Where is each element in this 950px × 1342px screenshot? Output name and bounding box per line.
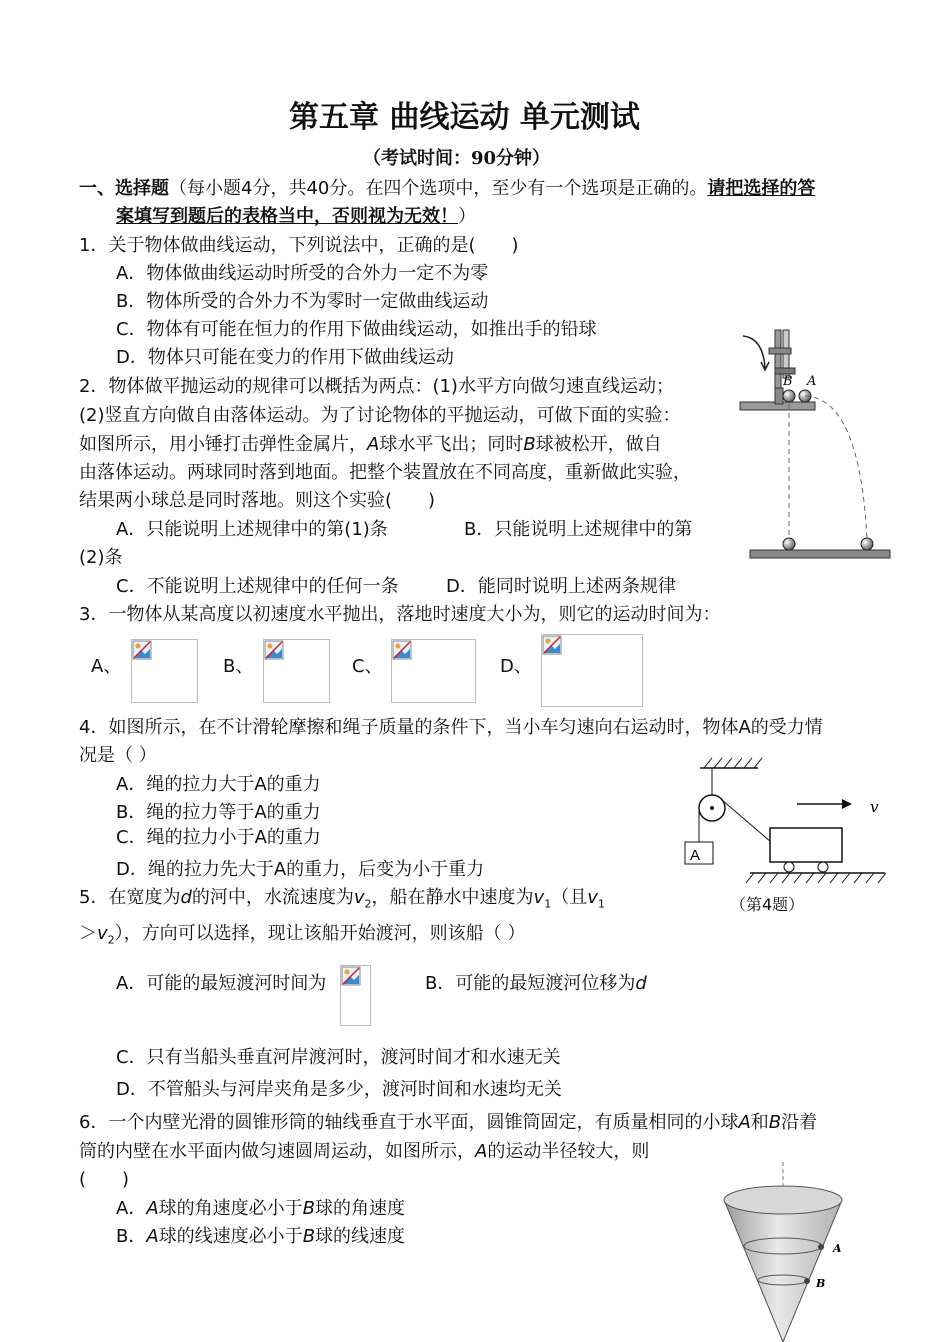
section-emphasis-a: 请把选择的答	[707, 178, 816, 199]
q6-line2	[79, 1140, 649, 1164]
q5-line1-c: ，船在静水中速度为	[371, 887, 534, 908]
section-emphasis-b: 案填写到题后的表格当中，否则视为无效！	[116, 206, 458, 227]
q6-option-b-sym2: B	[302, 1226, 316, 1247]
broken-image-icon	[132, 640, 152, 660]
label-a: A	[807, 374, 817, 389]
q6-ball-b-ref: B	[768, 1112, 782, 1133]
broken-image-icon	[392, 640, 412, 660]
q5-line1-b: 的河中，水流速度为	[191, 887, 354, 908]
q4-option-c: C．绳的拉力小于A的重力	[116, 827, 321, 848]
q1-option-c: C．物体有可能在恒力的作用下做曲线运动，如推出手的铅球	[116, 319, 597, 340]
q6-and: 和	[750, 1112, 769, 1133]
q6-line3: ( )	[79, 1169, 130, 1190]
cone-label-a: A	[833, 1242, 842, 1255]
q6-option-a	[116, 1197, 405, 1221]
q3-option-a-image	[131, 639, 198, 703]
ground	[750, 550, 890, 558]
q6-option-b-mid: 球的线速度必小于	[158, 1226, 303, 1247]
q6-ball-a-ref-2: A	[475, 1141, 488, 1162]
q5-option-d: D．不管船头与河岸夹角是多少，渡河时间和水速均无关	[116, 1079, 562, 1100]
broken-image-icon	[341, 966, 361, 986]
label-b: B	[783, 374, 793, 389]
q5-line1-d: （且	[551, 887, 588, 908]
q6-option-b-pre: B．	[116, 1226, 147, 1247]
q2-line4: 由落体运动。两球同时落到地面。把整个装置放在不同高度，重新做此实验，	[79, 462, 691, 483]
q5-line2	[79, 922, 525, 953]
section-heading-line2	[116, 205, 476, 229]
q6-option-b	[116, 1225, 405, 1249]
section-heading-line1	[79, 177, 815, 201]
q4-pulley-cart-figure	[680, 752, 900, 892]
q6-ball-a-ref: A	[738, 1112, 751, 1133]
q6-option-b-end: 球的线速度	[315, 1226, 406, 1247]
broken-image-icon	[264, 640, 284, 660]
q5-v2-symbol: v	[353, 887, 365, 908]
q3-option-c-image	[391, 639, 476, 703]
q2-line3-b: 球水平飞出；同时	[379, 434, 524, 455]
q2-ball-b-ref: B	[523, 434, 536, 455]
q6-cone-figure	[715, 1160, 865, 1342]
q3-option-b-label: B、	[223, 656, 254, 677]
cart	[770, 828, 842, 862]
q4-option-d: D．绳的拉力先大于A的重力，后变为小于重力	[116, 859, 485, 880]
q5-option-b-text: B．可能的最短渡河位移为	[425, 973, 636, 994]
velocity-label: v	[870, 798, 879, 816]
q5-v1-symbol-2: v	[587, 887, 598, 908]
q2-line5: 结果两小球总是同时落地。则这个实验( )	[79, 490, 436, 511]
q6-line2-a: 筒的内壁在水平面内做匀速圆周运动，如图所示，	[79, 1141, 475, 1162]
q5-option-a: A．可能的最短渡河时间为	[116, 973, 327, 994]
q4-line2: 况是（ ）	[79, 745, 157, 766]
q5-width-symbol: d	[180, 887, 192, 908]
q2-apparatus-figure	[735, 328, 895, 568]
q6-line1-b: 沿着	[781, 1112, 818, 1133]
q6-option-a-sym2: B	[302, 1198, 316, 1219]
q2-option-d: D．能同时说明上述两条规律	[446, 576, 676, 597]
q4-figure-caption: （第4题）	[730, 895, 805, 914]
q2-option-a: A．只能说明上述规律中的第(1)条	[116, 519, 388, 540]
q5-option-c: C．只有当船头垂直河岸渡河时，渡河时间才和水速无关	[116, 1047, 561, 1068]
ball-b	[804, 1278, 810, 1284]
q6-option-a-sym1: A	[146, 1198, 159, 1219]
q6-line1-a: 6．一个内壁光滑的圆锥形筒的轴线垂直于水平面，圆锥筒固定，有质量相同的小球	[79, 1112, 739, 1133]
q2-line1: 2．物体做平抛运动的规律可以概括为两点：(1)水平方向做匀速直线运动；	[79, 376, 674, 397]
q1-option-b: B．物体所受的合外力不为零时一定做曲线运动	[116, 291, 489, 312]
q6-option-a-end: 球的角速度	[315, 1198, 406, 1219]
q6-option-a-mid: 球的角速度必小于	[158, 1198, 303, 1219]
q6-option-b-sym1: A	[146, 1226, 159, 1247]
q5-line1	[79, 886, 605, 917]
q4-option-a: A．绳的拉力大于A的重力	[116, 774, 321, 795]
section-close: ）	[458, 206, 476, 227]
q5-v1-sub-2: 1	[597, 897, 605, 911]
q2-option-b-cont: (2)条	[79, 547, 123, 568]
q5-option-b-symbol: d	[635, 973, 647, 994]
q1-option-d: D．物体只可能在变力的作用下做曲线运动	[116, 347, 454, 368]
q2-line3-a: 如图所示，用小锤打击弹性金属片，	[79, 434, 367, 455]
q3-option-d-image	[541, 634, 643, 707]
q1-stem: 1．关于物体做曲线运动，下列说法中，正确的是( )	[79, 235, 519, 256]
q2-ball-a-ref: A	[367, 434, 380, 455]
page-subtitle: （考试时间：90分钟）	[363, 148, 551, 169]
ball-a	[818, 1244, 824, 1250]
q5-v2-sub-2: 2	[107, 933, 115, 947]
section-heading: 一、选择题	[79, 178, 169, 199]
q5-v2-symbol-2: v	[97, 923, 108, 944]
q1-option-a: A．物体做曲线运动时所受的合外力一定不为零	[116, 263, 489, 284]
q5-v1-symbol: v	[533, 887, 545, 908]
page-title: 第五章 曲线运动 单元测试	[289, 100, 640, 135]
q6-line1	[79, 1111, 817, 1135]
q5-option-b	[425, 972, 647, 996]
q2-line3-c: 球被松开，做自	[535, 434, 662, 455]
q2-option-b: B．只能说明上述规律中的第	[464, 519, 693, 540]
q2-option-c: C．不能说明上述规律中的任何一条	[116, 576, 399, 597]
q5-v1-sub: 1	[544, 897, 552, 911]
q5-v2-sub: 2	[364, 897, 372, 911]
q3-option-a-label: A、	[91, 656, 122, 677]
broken-image-icon	[542, 635, 562, 655]
q6-line2-b: 的运动半径较大，则	[487, 1141, 650, 1162]
q4-line1: 4．如图所示，在不计滑轮摩擦和绳子质量的条件下，当小车匀速向右运动时，物体A的受力情	[79, 717, 823, 738]
block-a-label: A	[690, 847, 701, 864]
rope-diagonal	[722, 800, 771, 842]
q5-line2-b: ），方向可以选择，现让该船开始渡河，则该船（ ）	[114, 923, 526, 944]
cone-label-b: B	[816, 1277, 826, 1290]
projectile-path	[805, 396, 867, 540]
q2-line3	[79, 433, 662, 457]
q5-option-a-image	[340, 965, 371, 1026]
cone-rim	[724, 1186, 842, 1214]
q3-option-d-label: D、	[500, 656, 532, 677]
q2-line2: (2)竖直方向做自由落体运动。为了讨论物体的平抛运动，可做下面的实验：	[79, 405, 681, 426]
ball-b	[783, 390, 795, 402]
q4-option-b: B．绳的拉力等于A的重力	[116, 802, 321, 823]
q5-line1-a: 5．在宽度为	[79, 887, 181, 908]
q3-option-c-label: C、	[352, 656, 383, 677]
q3-stem: 3．一物体从某高度以初速度水平抛出，落地时速度大小为，则它的运动时间为：	[79, 604, 721, 625]
ceiling	[700, 758, 762, 768]
section-note: （每小题4分，共40分。在四个选项中，至少有一个选项是正确的。	[169, 178, 708, 199]
q6-option-a-pre: A．	[116, 1198, 147, 1219]
q5-line2-a: ＞	[79, 923, 97, 944]
cone-body	[724, 1200, 842, 1342]
q3-option-b-image	[263, 639, 330, 703]
